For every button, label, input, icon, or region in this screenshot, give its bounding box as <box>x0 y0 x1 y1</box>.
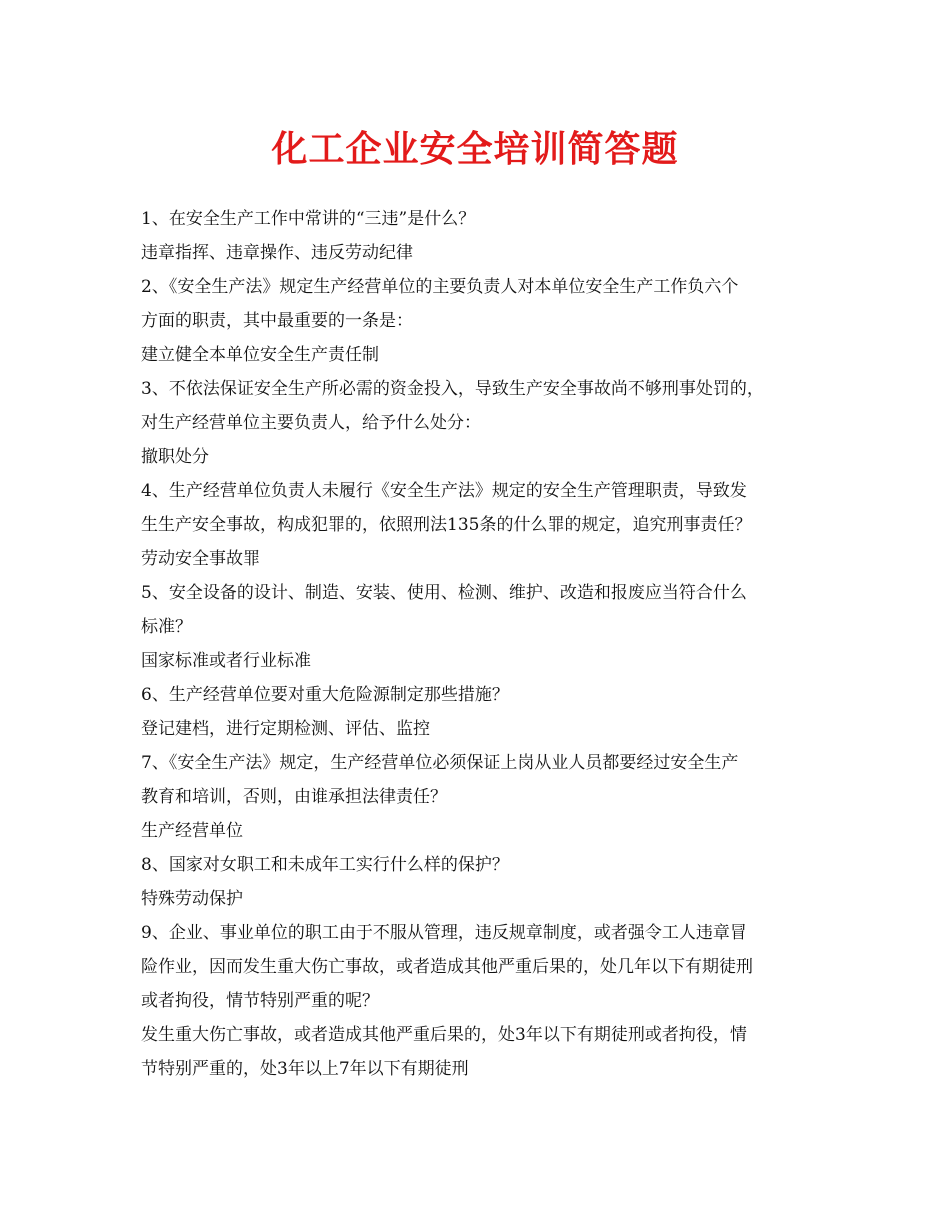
answer-line: 节特别严重的，处3年以上7年以下有期徒刑 <box>141 1059 469 1079</box>
question-line: 3、不依法保证安全生产所必需的资金投入，导致生产安全事故尚不够刑事处罚的， <box>141 379 764 399</box>
question-line: 7、《安全生产法》规定，生产经营单位必须保证上岗从业人员都要经过安全生产 <box>141 753 739 773</box>
answer-line: 登记建档，进行定期检测、评估、监控 <box>141 719 430 739</box>
question-line: 9、企业、事业单位的职工由于不服从管理，违反规章制度，或者强令工人违章冒 <box>141 923 747 943</box>
question-line: 8、国家对女职工和未成年工实行什么样的保护？ <box>141 855 509 875</box>
question-line: 5、安全设备的设计、制造、安装、使用、检测、维护、改造和报废应当符合什么 <box>141 583 747 603</box>
question-line: 1、在安全生产工作中常讲的“三违”是什么？ <box>141 209 476 229</box>
question-line: 生生产安全事故，构成犯罪的，依照刑法135条的什么罪的规定，追究刑事责任？ <box>141 515 752 535</box>
question-line: 标准？ <box>141 617 192 637</box>
question-line: 教育和培训，否则，由谁承担法律责任？ <box>141 787 447 807</box>
document-title: 化工企业安全培训简答题 <box>271 129 679 170</box>
question-line: 对生产经营单位主要负责人，给予什么处分： <box>141 413 481 433</box>
question-line: 6、生产经营单位要对重大危险源制定那些措施？ <box>141 685 509 705</box>
answer-line: 生产经营单位 <box>141 821 243 841</box>
question-line: 4、生产经营单位负责人未履行《安全生产法》规定的安全生产管理职责，导致发 <box>141 481 747 501</box>
answer-line: 特殊劳动保护 <box>141 889 243 909</box>
question-line: 险作业，因而发生重大伤亡事故，或者造成其他严重后果的，处几年以下有期徒刑 <box>141 957 753 977</box>
answer-line: 劳动安全事故罪 <box>141 549 260 569</box>
answer-line: 撤职处分 <box>141 447 209 467</box>
answer-line: 违章指挥、违章操作、违反劳动纪律 <box>141 243 413 263</box>
answer-line: 国家标准或者行业标准 <box>141 651 311 671</box>
question-line: 或者拘役，情节特别严重的呢？ <box>141 991 379 1011</box>
answer-line: 发生重大伤亡事故，或者造成其他严重后果的，处3年以下有期徒刑或者拘役，情 <box>141 1025 747 1045</box>
question-line: 2、《安全生产法》规定生产经营单位的主要负责人对本单位安全生产工作负六个 <box>141 277 739 297</box>
document-body <box>141 202 831 1086</box>
question-line: 方面的职责，其中最重要的一条是： <box>141 311 413 331</box>
answer-line: 建立健全本单位安全生产责任制 <box>141 345 379 365</box>
